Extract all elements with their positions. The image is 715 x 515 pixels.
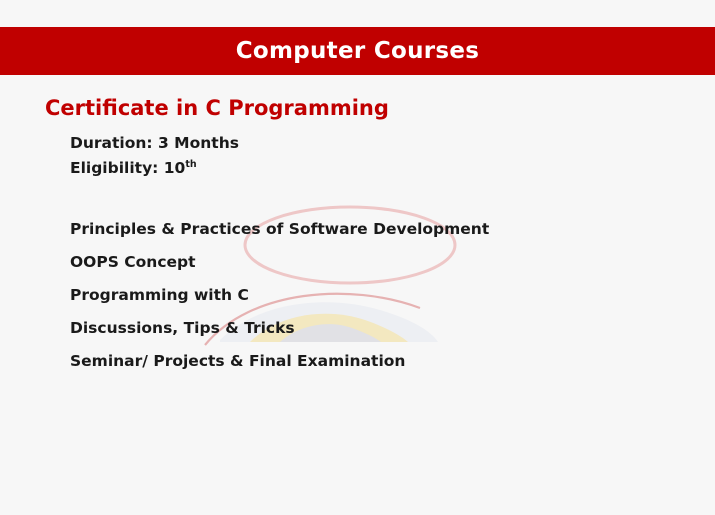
list-item: Discussions, Tips & Tricks: [70, 319, 295, 337]
header-banner: [0, 27, 715, 75]
list-item: OOPS Concept: [70, 253, 196, 271]
list-item: Principles & Practices of Software Development: [70, 220, 490, 238]
course-eligibility: [70, 154, 239, 179]
list-item: Seminar/ Projects & Final Examination: [70, 352, 406, 370]
topics-list: [70, 220, 670, 385]
course-meta: [70, 132, 239, 179]
course-duration: Duration: 3 Months: [70, 134, 239, 152]
list-item: Programming with C: [70, 286, 249, 304]
course-title: Certificate in C Programming: [45, 96, 389, 120]
page-title: Computer Courses: [235, 38, 480, 64]
course-eligibility-suffix: th: [185, 159, 197, 170]
course-eligibility-text: Eligibility: 10: [70, 159, 186, 178]
